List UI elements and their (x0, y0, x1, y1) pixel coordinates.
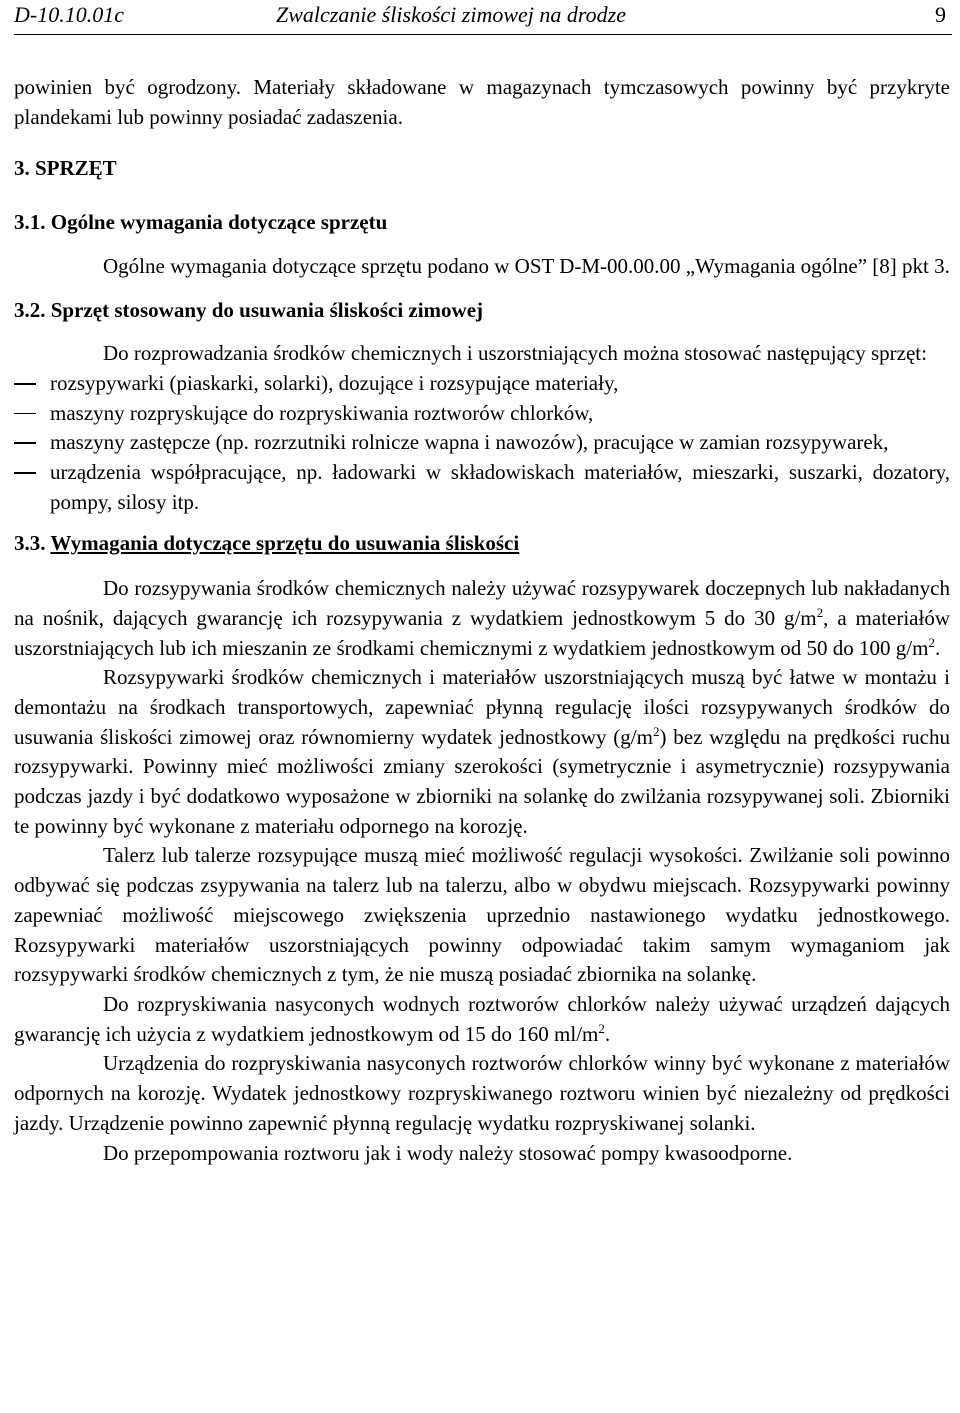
dash-bullet-icon (14, 383, 36, 385)
subsection-title: Ogólne wymagania dotyczące sprzętu (50, 210, 388, 235)
section-heading-3: 3. SPRZĘT (14, 156, 117, 181)
subsection-number: 3.2. (14, 297, 46, 322)
document-code: D-10.10.01c (14, 2, 124, 27)
subsection-title: Sprzęt stosowany do usuwania śliskości zimowej (50, 297, 484, 322)
dash-bullet-icon (14, 413, 36, 415)
list-item: maszyny zastępcze (np. rozrzutniki rolnicze wapna i nawozów), pracujące w zamian rozsypywarek, (14, 428, 950, 458)
dash-bullet-icon (14, 472, 36, 474)
list-item: maszyny rozpryskujące do rozpryskiwania roztworów chlorków, (14, 399, 950, 429)
page-body (14, 73, 950, 1168)
subsection-heading-3-2 (14, 296, 950, 326)
paragraph: Talerz lub talerze rozsypujące muszą mieć możliwość regulacji wysokości. Zwilżanie soli powinno odbywać się podczas zsypywania na talerz lub na talerzu, albo w obydwu miejscach. Rozsypywarki powinny zapewniać możliwość miejscowego zwiększenia uprzednio nastawionego wydatku jednostkowego. Rozsypywarki materiałów uszorstniających powinny odpowiadać takim samym wymaganiom jak rozsypywarki środków chemicznych z tym, że nie muszą posiadać zbiornika na solankę. (14, 843, 950, 987)
document-title: Zwalczanie śliskości zimowej na drodze (276, 2, 626, 27)
list-item: rozsypywarki (piaskarki, solarki), dozujące i rozsypujące materiały, (14, 369, 950, 399)
subsection-heading-3-1 (14, 208, 950, 238)
page-header (14, 0, 952, 35)
dash-bullet-icon (14, 442, 36, 444)
subsection-3-2-text: Do rozprowadzania środków chemicznych i uszorstniających można stosować następujący sprzęt: (103, 341, 927, 366)
paragraph: Do rozpryskiwania nasyconych wodnych roztworów chlorków należy używać urządzeń dających gwarancję ich użycia z wydatkiem jednostkowym od 15 do 160 $ml/m^2$. (14, 991, 950, 1046)
paragraph: Urządzenia do rozpryskiwania nasyconych roztworów chlorków winny być wykonane z materiałów odpornych na korozję. Wydatek jednostkowy rozpryskiwanego roztworu winien być niezależny od prędkości jazdy. Urządzenie powinno zapewnić płynną regulację wydatku rozpryskiwanej solanki. (14, 1051, 950, 1135)
intro-paragraph: powinien być ogrodzony. Materiały składowane w magazynach tymczasowych powinny być przykryte plandekami lub powinny posiadać zadaszenia. (14, 75, 950, 129)
paragraph: Rozsypywarki środków chemicznych i materiałów uszorstniających muszą być łatwe w montażu i demontażu na środkach transportowych, zapewniać płynną regulację ilości rozsypywanych środków do usuwania śliskości zimowej oraz równomierny wydatek jednostkowy $(g/m^2)$ bez względu na prędkości ruchu rozsypywarki. Powinny mieć możliwości zmiany szerokości (symetrycznie i asymetrycznie) rozsypywania podczas jazdy i być dodatkowo wyposażone w zbiorniki na solankę do zwilżania rozsypywanej soli. Zbiorniki te powinny być wykonane z materiału odpornego na korozję. (14, 665, 950, 838)
page-number: 9 (935, 2, 946, 27)
subsection-number: 3.3. (14, 531, 46, 556)
subsection-3-1-text: Ogólne wymagania dotyczące sprzętu podano w OST D-M-00.00.00 „Wymagania ogólne” [8] pkt 3. (103, 253, 950, 278)
paragraph: Do przepompowania roztworu jak i wody należy stosować pompy kwasoodporne. (103, 1140, 793, 1165)
list-item: urządzenia współpracujące, np. ładowarki w składowiskach materiałów, mieszarki, suszarki, dozatory, pompy, silosy itp. (14, 458, 950, 517)
subsection-heading-3-3 (14, 529, 950, 559)
subsection-number: 3.1. (14, 210, 46, 235)
equipment-list (14, 369, 950, 518)
subsection-title: Wymagania dotyczące sprzętu do usuwania śliskości (50, 531, 520, 556)
paragraph: Do rozsypywania środków chemicznych należy używać rozsypywarek doczepnych lub nakładanych na nośnik, dających gwarancję ich rozsypywania z wydatkiem jednostkowym 5 do 30 $g/m^2$, a materiałów uszorstniających lub ich mieszanin ze środkami chemicznymi z wydatkiem jednostkowym od 50 do 100 $g/m^2$. (14, 576, 951, 660)
